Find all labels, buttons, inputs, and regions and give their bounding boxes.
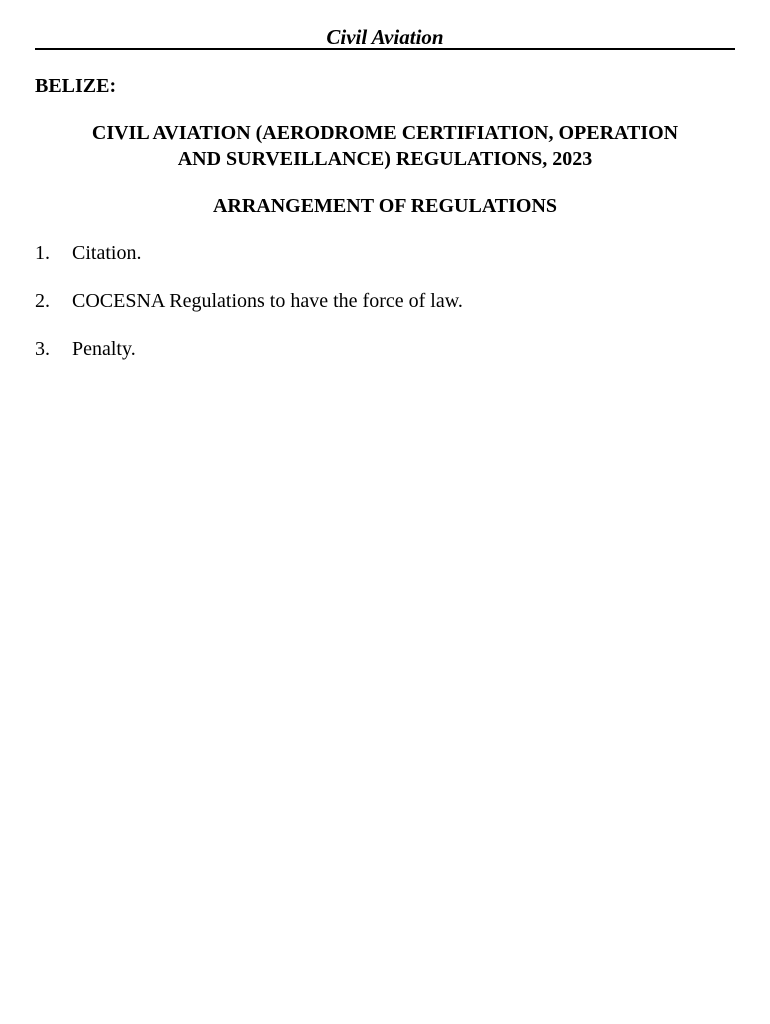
document-page xyxy=(35,0,735,1024)
running-header: Civil Aviation xyxy=(326,25,444,49)
header-divider xyxy=(35,48,735,50)
list-item xyxy=(35,289,463,337)
regulations-list xyxy=(35,241,463,385)
list-item-text: COCESNA Regulations to have the force of law. xyxy=(72,290,463,312)
title-line-1: CIVIL AVIATION (AERODROME CERTIFIATION, OPERATION xyxy=(91,122,679,144)
title-line-2: AND SURVEILLANCE) REGULATIONS, 2023 xyxy=(177,148,593,170)
list-item-text: Penalty. xyxy=(72,338,136,360)
regulations-title xyxy=(35,120,735,172)
list-item-number: 3. xyxy=(35,338,50,360)
list-item xyxy=(35,241,463,289)
list-item-number: 2. xyxy=(35,290,50,312)
list-item-number: 1. xyxy=(35,242,50,264)
country-heading: BELIZE: xyxy=(35,75,117,97)
arrangement-heading: ARRANGEMENT OF REGULATIONS xyxy=(212,195,558,217)
list-item xyxy=(35,337,463,385)
list-item-text: Citation. xyxy=(72,242,142,264)
